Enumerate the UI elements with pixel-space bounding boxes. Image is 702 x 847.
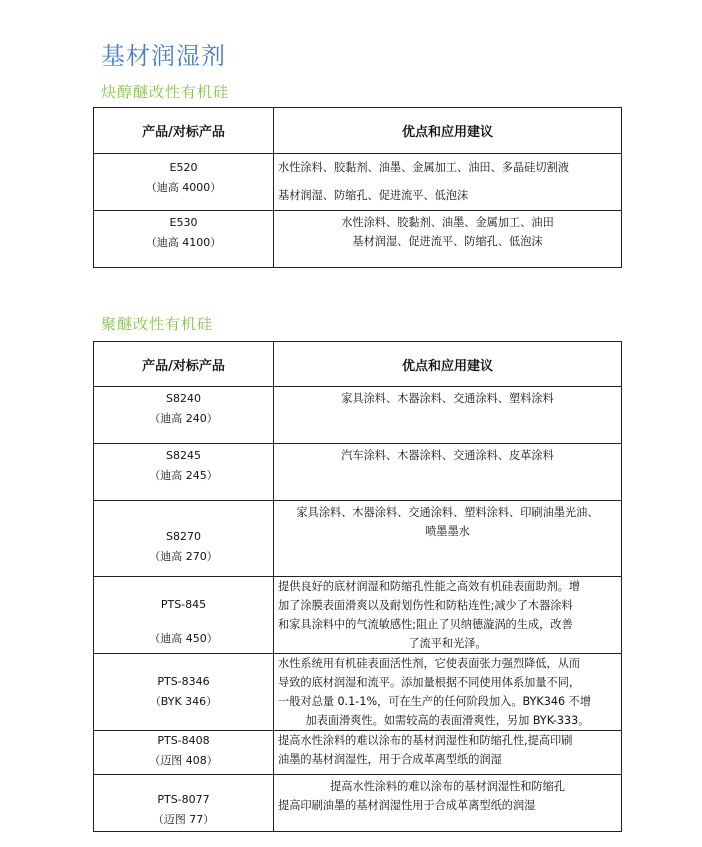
advantage-line: 加表面滑爽性。如需较高的表面滑爽性，另加 BYK-333。	[305, 714, 590, 727]
section-title-alkynol: 炔醇醚改性有机硅	[101, 83, 230, 101]
advantages-cell	[274, 444, 622, 501]
table-row	[94, 154, 622, 211]
table-row	[94, 444, 622, 501]
advantage-line: 喷墨墨水	[425, 525, 470, 538]
product-ref: （BYK 346）	[149, 695, 218, 708]
table-row	[94, 501, 622, 577]
col-header-product: 产品/对标产品	[94, 342, 274, 387]
product-cell	[94, 654, 274, 731]
table-row	[94, 731, 622, 775]
product-cell	[94, 444, 274, 501]
table-row	[94, 654, 622, 731]
product-ref: （迈图 77）	[152, 813, 215, 826]
product-cell	[94, 775, 274, 832]
product-ref: （迪高 450）	[149, 632, 218, 645]
table-row	[94, 211, 622, 268]
advantage-line: 提供良好的底材润湿和防缩孔性能之高效有机硅表面助剂。增	[278, 580, 581, 593]
advantages-cell	[274, 654, 622, 731]
table-row	[94, 775, 622, 832]
product-cell	[94, 577, 274, 654]
product-ref: （迈图 408）	[149, 754, 218, 767]
advantage-line: 油墨的基材润湿性，用于合成革离型纸的润湿	[278, 753, 502, 766]
advantages-cell	[274, 387, 622, 444]
product-name: PTS-8077	[157, 793, 210, 806]
product-ref: （迪高 270）	[149, 549, 218, 563]
advantage-line: 提高水性涂料的难以涂布的基材润湿性和防缩孔性,提高印刷	[278, 734, 573, 747]
product-ref: （迪高 245）	[149, 469, 218, 482]
product-cell	[94, 211, 274, 268]
advantage-line: 了流平和光泽。	[408, 637, 487, 650]
table-polyether	[93, 341, 622, 832]
product-name: S8270	[166, 529, 201, 543]
page-title: 基材润湿剂	[101, 42, 226, 70]
col-header-advantages: 优点和应用建议	[274, 108, 622, 154]
table-header-row	[94, 108, 622, 154]
advantage-line: 家具涂料、木器涂料、交通涂料、塑料涂料	[341, 392, 554, 405]
product-cell	[94, 154, 274, 211]
advantage-line: 水性系统用有机硅表面活性剂，它使表面张力强烈降低，从而	[278, 657, 581, 670]
advantage-line: 基材润湿、促进流平、防缩孔、低泡沫	[352, 235, 543, 248]
advantage-line: 提高水性涂料的难以涂布的基材润湿性和防缩孔	[330, 780, 565, 793]
product-cell	[94, 731, 274, 775]
product-name: PTS-8408	[157, 734, 210, 747]
product-name: S8245	[166, 449, 201, 462]
advantage-line: 提高印刷油墨的基材润湿性用于合成革离型纸的润湿	[278, 799, 536, 812]
advantage-line: 加了涂膜表面滑爽以及耐划伤性和防粘连性;减少了木器涂料	[278, 599, 573, 612]
advantage-line: 家具涂料、木器涂料、交通涂料、塑料涂料、印刷油墨光油、	[296, 506, 599, 519]
product-name: E520	[169, 161, 198, 174]
product-name: PTS-8346	[157, 675, 210, 688]
product-ref: （迪高 4000）	[145, 181, 222, 194]
advantages-cell	[274, 731, 622, 775]
table-row	[94, 387, 622, 444]
advantages-cell	[274, 577, 622, 654]
advantage-line: 导致的底材润湿和流平。添加量根据不同使用体系加量不同，	[278, 676, 581, 689]
table-row	[94, 577, 622, 654]
product-cell	[94, 501, 274, 577]
product-name: E530	[169, 216, 198, 229]
product-cell	[94, 387, 274, 444]
col-header-product: 产品/对标产品	[94, 108, 274, 154]
col-header-advantages: 优点和应用建议	[274, 342, 622, 387]
table-alkynol	[93, 107, 622, 268]
section-title-polyether: 聚醚改性有机硅	[101, 315, 214, 333]
advantages-cell	[274, 775, 622, 832]
advantages-cell	[274, 154, 622, 211]
product-ref: （迪高 240）	[149, 412, 218, 425]
product-name: S8240	[166, 392, 201, 405]
advantages-cell	[274, 211, 622, 268]
advantage-line: 水性涂料、胶黏剂、油墨、金属加工、油田、多晶硅切割液	[278, 161, 569, 174]
advantage-line: 基材润湿、防缩孔、促进流平、低泡沫	[278, 189, 469, 202]
advantage-line: 汽车涂料、木器涂料、交通涂料、皮革涂料	[341, 449, 554, 462]
product-ref: （迪高 4100）	[145, 236, 222, 249]
advantages-cell	[274, 501, 622, 577]
advantage-line: 一般对总量 0.1-1%，可在生产的任何阶段加入。BYK346 不增	[278, 695, 592, 708]
product-name: PTS-845	[160, 598, 207, 611]
advantage-line: 和家具涂料中的气流敏感性;阻止了贝纳德漩涡的生成，改善	[278, 618, 573, 631]
advantage-line: 水性涂料、胶黏剂、油墨、金属加工、油田	[341, 216, 554, 229]
table-header-row	[94, 342, 622, 387]
